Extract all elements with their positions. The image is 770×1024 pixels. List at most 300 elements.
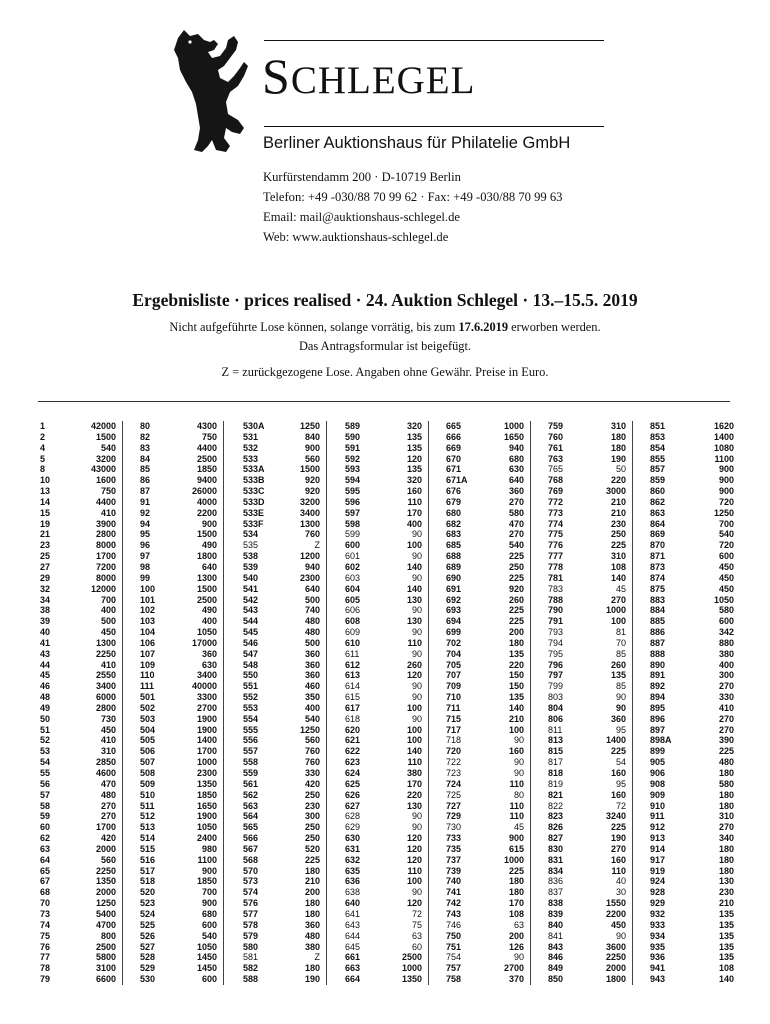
lot-number: 65 [40, 865, 51, 876]
table-row [140, 670, 223, 681]
lot-number: 873 [650, 561, 666, 572]
price-realised: 110 [407, 637, 422, 648]
lot-number: 102 [140, 605, 156, 616]
table-row [548, 540, 632, 551]
lot-number: 908 [650, 778, 666, 789]
table-row [446, 443, 530, 454]
lot-number: 811 [548, 724, 563, 735]
table-row [345, 464, 428, 475]
table-row [140, 746, 223, 757]
lot-number: 5 [40, 453, 46, 464]
price-realised: 225 [610, 822, 626, 833]
lot-number: 508 [140, 768, 156, 778]
table-row [650, 909, 740, 920]
table-row [345, 486, 428, 497]
table-row [345, 768, 428, 779]
table-row [345, 443, 428, 454]
price-realised: 100 [406, 702, 422, 713]
price-realised: 1600 [95, 475, 116, 486]
price-realised: 3240 [605, 811, 626, 822]
price-realised: 2850 [95, 757, 116, 768]
table-row [548, 866, 632, 877]
price-realised: 110 [509, 778, 524, 789]
lot-number: 636 [345, 876, 361, 887]
table-row [446, 952, 530, 963]
price-realised: 225 [610, 746, 626, 757]
lot-number: 45 [40, 670, 51, 681]
table-row [650, 475, 740, 486]
table-row [243, 866, 326, 877]
table-row [140, 844, 223, 855]
price-realised: 75 [411, 919, 422, 930]
table-row [345, 584, 428, 595]
table-row [345, 497, 428, 508]
lot-number: 533A [243, 464, 265, 475]
price-realised: 1500 [196, 583, 217, 594]
table-row [650, 714, 740, 725]
lot-number: 723 [446, 768, 462, 778]
price-realised: 120 [406, 453, 422, 464]
price-realised: 90 [411, 811, 422, 822]
price-realised: 1650 [196, 800, 217, 811]
table-row [446, 584, 530, 595]
price-realised: 342 [718, 627, 734, 638]
table-row [650, 464, 740, 475]
price-realised: 135 [508, 692, 524, 703]
lot-number: 632 [345, 854, 361, 865]
lot-number: 781 [548, 572, 564, 583]
lot-number: 783 [548, 583, 564, 594]
table-row [650, 898, 740, 909]
lot-number: 91 [140, 496, 151, 507]
price-realised: 470 [100, 778, 116, 789]
price-realised: 3400 [299, 507, 320, 518]
lot-number: 564 [243, 811, 259, 822]
table-row [140, 801, 223, 812]
table-row [140, 638, 223, 649]
table-row [548, 833, 632, 844]
lot-number: 830 [548, 843, 564, 854]
price-realised: 180 [718, 854, 734, 865]
table-row [650, 540, 740, 551]
table-row [40, 649, 122, 660]
price-realised: 6000 [95, 692, 116, 703]
table-row [40, 757, 122, 768]
lot-number: 111 [140, 681, 155, 692]
price-realised: 90 [411, 887, 422, 898]
price-realised: 600 [201, 974, 217, 985]
lot-number: 924 [650, 876, 666, 887]
table-row [446, 638, 530, 649]
price-realised: 270 [100, 811, 116, 822]
price-realised: 2500 [401, 952, 422, 963]
lot-number: 682 [446, 518, 462, 529]
lot-number: 525 [140, 919, 156, 930]
price-realised: 170 [406, 778, 422, 789]
lot-number: 74 [40, 919, 51, 930]
price-realised: 90 [411, 648, 422, 659]
lot-number: 860 [650, 486, 666, 497]
table-row [40, 855, 122, 866]
price-realised: 220 [406, 789, 422, 800]
table-row [140, 714, 223, 725]
lot-number: 503 [140, 713, 156, 724]
table-row [140, 627, 223, 638]
lot-number: 702 [446, 637, 462, 648]
price-realised: 750 [100, 486, 116, 497]
lot-number: 553 [243, 702, 259, 713]
lot-number: 558 [243, 757, 259, 768]
lot-number: 817 [548, 757, 564, 768]
table-row [548, 681, 632, 692]
table-row [243, 443, 326, 454]
lot-number: 644 [345, 930, 361, 941]
price-realised: 1400 [605, 735, 626, 746]
table-row [548, 974, 632, 985]
lot-number: 581 [243, 952, 259, 963]
table-row [650, 616, 740, 627]
lot-number: 699 [446, 627, 462, 638]
price-realised: 680 [508, 453, 524, 464]
table-row [345, 898, 428, 909]
table-row [548, 931, 632, 942]
table-row [446, 454, 530, 465]
note-legend: Z = zurückgezogene Lose. Angaben ohne Gewähr. Preise in Euro. [221, 365, 549, 379]
phone: Telefon: +49 -030/88 70 99 62 · Fax: +49 -030/88 70 99 63 [263, 190, 563, 204]
table-row [650, 931, 740, 942]
price-realised: 270 [508, 496, 524, 507]
price-realised: 1100 [197, 854, 217, 865]
table-row [446, 464, 530, 475]
berlin-bear-icon [168, 28, 264, 156]
lot-number: 628 [345, 811, 361, 822]
lot-number: 533E [243, 507, 265, 518]
lot-number: 86 [140, 475, 151, 486]
lot-number: 821 [548, 789, 564, 800]
table-row [446, 855, 530, 866]
price-realised: 170 [508, 898, 524, 909]
table-row [650, 692, 740, 703]
lot-number: 547 [243, 648, 259, 659]
table-row [446, 421, 530, 432]
price-realised: 450 [718, 572, 734, 583]
price-realised: 1000 [401, 963, 422, 974]
table-row [140, 508, 223, 519]
table-row [140, 519, 223, 530]
table-row [650, 703, 740, 714]
lot-number: 107 [140, 648, 156, 659]
lot-number: 729 [446, 811, 462, 822]
table-row [40, 627, 122, 638]
price-realised: 940 [508, 442, 524, 453]
results-column [140, 421, 224, 985]
lot-number: 49 [40, 702, 51, 713]
lot-number: 709 [446, 681, 462, 692]
lot-number: 23 [40, 540, 51, 551]
table-row [140, 790, 223, 801]
lot-number: 70 [40, 898, 51, 909]
price-realised: 70 [615, 637, 626, 648]
price-realised: 43000 [90, 464, 116, 475]
table-row [345, 952, 428, 963]
lot-number: 928 [650, 887, 666, 898]
price-realised: 140 [406, 561, 422, 572]
price-realised: 90 [513, 952, 524, 963]
price-realised: 225 [718, 746, 734, 757]
lot-number: 593 [345, 464, 361, 475]
lot-number: 914 [650, 843, 666, 854]
table-row [243, 855, 326, 866]
lot-number: 520 [140, 887, 156, 898]
price-realised: 90 [615, 930, 626, 941]
table-row [140, 540, 223, 551]
table-row [548, 725, 632, 736]
table-row [548, 757, 632, 768]
table-row [548, 475, 632, 486]
table-row [345, 421, 428, 432]
table-row [243, 790, 326, 801]
price-realised: 410 [100, 507, 116, 518]
price-realised: 4300 [196, 421, 217, 431]
lot-number: 615 [345, 692, 361, 703]
price-realised: 270 [718, 713, 734, 724]
lot-number: 100 [140, 583, 156, 594]
lot-number: 839 [548, 908, 564, 919]
price-realised: 900 [304, 442, 320, 453]
lot-number: 530 [140, 974, 156, 985]
price-realised: 700 [718, 518, 734, 529]
price-realised: 615 [508, 843, 524, 854]
table-row [548, 670, 632, 681]
lot-number: 622 [345, 746, 361, 757]
lot-number: 608 [345, 616, 361, 627]
table-row [446, 595, 530, 606]
lot-number: 8 [40, 464, 46, 475]
website[interactable]: Web: www.auktionshaus-schlegel.de [263, 230, 449, 244]
price-realised: 450 [718, 583, 734, 594]
price-realised: 350 [304, 692, 320, 703]
table-row [243, 638, 326, 649]
table-row [40, 714, 122, 725]
table-row [548, 855, 632, 866]
lot-number: 730 [446, 822, 462, 833]
table-row [345, 790, 428, 801]
table-row [243, 627, 326, 638]
lot-number: 899 [650, 746, 666, 757]
price-realised: Z [314, 540, 320, 551]
price-realised: 135 [718, 930, 734, 941]
lot-number: 793 [548, 627, 564, 638]
lot-number: 799 [548, 681, 564, 692]
lot-number: 763 [548, 453, 564, 464]
table-row [548, 898, 632, 909]
lot-number: 504 [140, 724, 156, 735]
price-realised: 1350 [95, 876, 116, 887]
table-row [548, 616, 632, 627]
price-realised: 410 [718, 702, 734, 713]
lot-number: 776 [548, 540, 564, 551]
table-row [345, 616, 428, 627]
lot-number: 604 [345, 583, 361, 594]
table-row [446, 768, 530, 779]
price-realised: 260 [508, 594, 524, 605]
price-realised: 225 [508, 551, 524, 562]
table-row [446, 573, 530, 584]
price-realised: 90 [411, 572, 422, 583]
table-row [140, 443, 223, 454]
lot-number: 888 [650, 648, 666, 659]
lot-number: 1 [40, 421, 46, 431]
lot-number: 83 [140, 442, 151, 453]
table-row [650, 822, 740, 833]
price-realised: 840 [304, 431, 320, 442]
price-realised: 100 [406, 735, 422, 746]
price-realised: 180 [718, 843, 734, 854]
price-realised: 108 [508, 908, 524, 919]
lot-number: 51 [40, 724, 51, 735]
table-row [243, 562, 326, 573]
lot-number: 567 [243, 843, 259, 854]
price-realised: 480 [718, 757, 734, 768]
lot-number: 595 [345, 486, 361, 497]
lot-number: 103 [140, 616, 156, 627]
table-row [548, 584, 632, 595]
price-realised: 180 [718, 768, 734, 778]
results-column [548, 421, 633, 985]
lot-number: 818 [548, 768, 564, 778]
lot-number: 827 [548, 833, 564, 844]
table-row [140, 920, 223, 931]
lot-number: 27 [40, 561, 51, 572]
table-row [345, 866, 428, 877]
price-realised: 3400 [196, 670, 217, 681]
lot-number: 75 [40, 930, 51, 941]
table-row [548, 519, 632, 530]
lot-number: 625 [345, 778, 361, 789]
price-realised: 1050 [196, 627, 217, 638]
table-row [548, 562, 632, 573]
table-row [446, 931, 530, 942]
table-row [650, 497, 740, 508]
table-row [243, 768, 326, 779]
lot-number: 561 [243, 778, 259, 789]
table-row [650, 746, 740, 757]
price-realised: 1450 [196, 963, 217, 974]
email[interactable]: Email: mail@auktionshaus-schlegel.de [263, 210, 460, 224]
lot-number: 690 [446, 572, 462, 583]
price-realised: 120 [406, 670, 422, 681]
price-realised: 760 [304, 757, 320, 768]
price-realised: 540 [718, 529, 734, 540]
price-realised: 460 [304, 681, 320, 692]
lot-number: 717 [446, 724, 462, 735]
table-row [40, 638, 122, 649]
table-row [548, 660, 632, 671]
table-row [548, 952, 632, 963]
price-realised: 135 [718, 941, 734, 952]
lot-number: 97 [140, 551, 151, 562]
price-realised: 135 [718, 919, 734, 930]
table-row [548, 735, 632, 746]
price-realised: 400 [100, 605, 116, 616]
price-realised: 190 [304, 974, 320, 985]
lot-number: 518 [140, 876, 156, 887]
table-row [345, 887, 428, 898]
table-row [140, 573, 223, 584]
price-realised: 1550 [605, 898, 626, 909]
table-row [40, 909, 122, 920]
lot-number: 552 [243, 692, 259, 703]
lot-number: 73 [40, 908, 51, 919]
lot-number: 40 [40, 627, 51, 638]
price-realised: 1250 [299, 724, 320, 735]
price-realised: 410 [100, 659, 116, 670]
table-row [345, 529, 428, 540]
table-row [446, 714, 530, 725]
price-realised: 200 [508, 627, 524, 638]
table-row [243, 844, 326, 855]
lot-number: 557 [243, 746, 259, 757]
lot-number: 854 [650, 442, 666, 453]
table-row [446, 649, 530, 660]
price-realised: 81 [615, 627, 626, 638]
price-realised: 270 [610, 843, 626, 854]
lot-number: 751 [446, 941, 462, 952]
lot-number: 39 [40, 616, 51, 627]
table-row [650, 605, 740, 616]
price-realised: 150 [508, 670, 524, 681]
price-realised: 260 [406, 659, 422, 670]
table-row [40, 595, 122, 606]
page-title: Ergebnisliste · prices realised · 24. Auktion Schlegel · 13.–15.5. 2019 [132, 290, 638, 310]
table-row [446, 551, 530, 562]
lot-number: 624 [345, 768, 361, 778]
lot-number: 559 [243, 768, 259, 778]
price-realised: 310 [718, 811, 734, 822]
lot-number: 663 [345, 963, 361, 974]
lot-number: 510 [140, 789, 156, 800]
price-realised: 2700 [503, 963, 524, 974]
table-row [40, 725, 122, 736]
table-row [345, 519, 428, 530]
lot-number: 534 [243, 529, 259, 540]
price-realised: 60 [411, 941, 422, 952]
lot-number: 513 [140, 822, 156, 833]
table-row [650, 920, 740, 931]
price-realised: 1700 [95, 551, 116, 562]
address: Kurfürstendamm 200 · D-10719 Berlin [263, 170, 461, 184]
table-row [40, 768, 122, 779]
lot-number: 589 [345, 421, 361, 431]
price-realised: 140 [610, 572, 626, 583]
price-realised: 72 [411, 908, 422, 919]
table-row [446, 811, 530, 822]
lot-number: 757 [446, 963, 462, 974]
table-row [40, 898, 122, 909]
price-realised: 310 [100, 746, 116, 757]
lot-number: 10 [40, 475, 51, 486]
price-realised: 500 [304, 637, 320, 648]
lot-number: 43 [40, 648, 51, 659]
table-row [650, 627, 740, 638]
table-row [243, 811, 326, 822]
price-realised: 450 [610, 919, 626, 930]
table-row [243, 486, 326, 497]
lot-number: 772 [548, 496, 564, 507]
lot-number: 823 [548, 811, 564, 822]
price-realised: 40 [615, 876, 626, 887]
lot-number: 933 [650, 919, 666, 930]
